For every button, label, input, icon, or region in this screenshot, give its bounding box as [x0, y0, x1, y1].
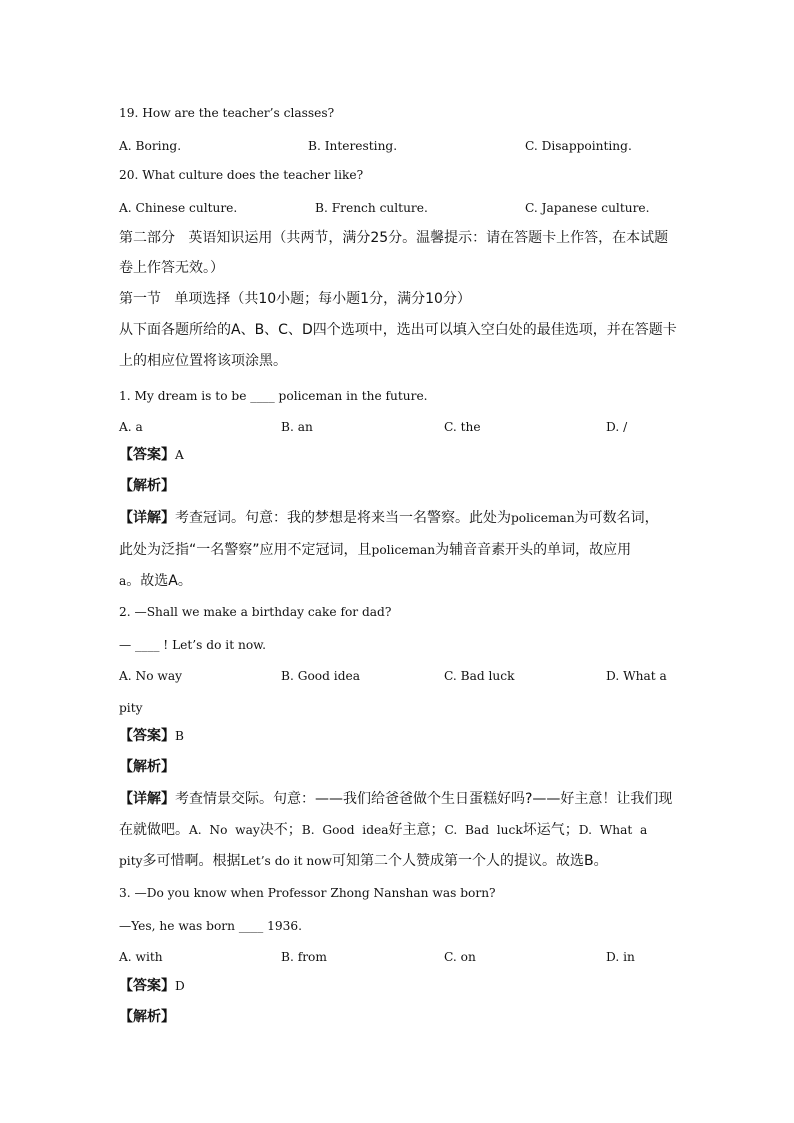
instructions: 从下面各题所给的A、B、C、D四个选项中，选出可以填入空白处的最佳选项，并在答题卡	[119, 322, 677, 338]
q1-analysis-label: 【解析】	[119, 478, 175, 494]
detail-text: C. Bad luck	[444, 823, 523, 837]
detail-text: 考查冠词。句意：我的梦想是将来当一名警察。此处为	[175, 510, 511, 526]
detail-text: a	[119, 574, 127, 588]
detail-text: 多可惜啊。根据	[142, 853, 241, 869]
q2-analysis-label: 【解析】	[119, 759, 175, 775]
q1-detail-end	[119, 571, 192, 592]
detail-text: pity	[119, 854, 143, 868]
section1-heading: 第一节 单项选择（共10小题；每小题1分，满分10分）	[119, 291, 471, 307]
detail-text: 可知第二个人赞成第一个人的提议。故选B。	[332, 853, 608, 869]
detail-text: 此处为泛指“一名警察”应用不定冠词，且	[119, 542, 372, 558]
answer-label: 【答案】	[119, 728, 175, 744]
q2-answer	[119, 726, 184, 747]
q19-option-c: C. Disappointing.	[525, 139, 632, 153]
instructions-cont: 上的相应位置将该项涂黑。	[119, 353, 287, 369]
detail-text: B. Good idea	[301, 823, 389, 837]
answer-value: D	[175, 979, 185, 993]
answer-label: 【答案】	[119, 978, 175, 994]
part2-heading: 第二部分 英语知识运用（共两节，满分25分。温馨提示：请在答题卡上作答，在本试题	[119, 230, 669, 246]
detail-text: 考查情景交际。句意：——我们给爸爸做个生日蛋糕好吗?——好主意！让我们现	[175, 791, 673, 807]
q3-option-d: D. in	[606, 950, 635, 964]
q19-option-a: A. Boring.	[119, 139, 182, 153]
q20-option-c: C. Japanese culture.	[525, 201, 650, 215]
q1-option-c: C. the	[444, 420, 481, 434]
detail-label: 【详解】	[119, 510, 175, 526]
question-20: 20. What culture does the teacher like?	[119, 168, 364, 182]
part2-heading-cont: 卷上作答无效。）	[119, 260, 224, 276]
q20-option-b: B. French culture.	[315, 201, 428, 215]
q1-detail	[119, 508, 659, 529]
detail-text: 为可数名词，	[574, 510, 659, 526]
q2-option-d: D. What a	[606, 669, 667, 683]
q2-detail	[119, 789, 672, 810]
q1-option-a: A. a	[119, 420, 143, 434]
q1-option-d: D. /	[606, 420, 628, 434]
question-2: 2. —Shall we make a birthday cake for dad?	[119, 605, 392, 619]
detail-text: 决不；	[259, 822, 302, 838]
q2-option-d-wrap: pity	[119, 701, 143, 715]
detail-label: 【详解】	[119, 791, 175, 807]
q3-analysis-label: 【解析】	[119, 1009, 175, 1025]
q2-reply: — ____ ! Let’s do it now.	[119, 638, 267, 652]
detail-text: 为辅音音素开头的单词，故应用	[435, 542, 632, 558]
question-19: 19. How are the teacher’s classes?	[119, 106, 335, 120]
detail-text: A. No way	[189, 823, 260, 837]
q2-detail-end	[119, 851, 608, 872]
q2-option-b: B. Good idea	[281, 669, 360, 683]
answer-value: B	[175, 729, 184, 743]
detail-text: policeman	[371, 543, 436, 557]
detail-text: 。故选A。	[126, 573, 192, 589]
question-1: 1. My dream is to be ____ policeman in the future.	[119, 389, 428, 403]
q2-detail-cont	[119, 820, 647, 841]
q1-detail-cont	[119, 540, 631, 561]
detail-text: policeman	[511, 511, 575, 525]
detail-text: 好主意；	[388, 822, 445, 838]
detail-text: 在就做吧。	[119, 822, 189, 838]
q2-option-a: A. No way	[119, 669, 183, 683]
detail-text: Let’s do it now	[240, 854, 332, 868]
q3-option-b: B. from	[281, 950, 327, 964]
question-3: 3. —Do you know when Professor Zhong Nanshan was born?	[119, 886, 496, 900]
q19-option-b: B. Interesting.	[308, 139, 398, 153]
q3-option-a: A. with	[119, 950, 163, 964]
q3-reply: —Yes, he was born ____ 1936.	[119, 919, 302, 933]
q1-answer	[119, 445, 184, 466]
answer-value: A	[175, 448, 184, 462]
q3-answer	[119, 976, 185, 997]
q1-option-b: B. an	[281, 420, 313, 434]
q20-option-a: A. Chinese culture.	[119, 201, 238, 215]
detail-text: 坏运气；	[522, 822, 579, 838]
detail-text: D. What a	[578, 823, 648, 837]
q2-option-c: C. Bad luck	[444, 669, 515, 683]
q3-option-c: C. on	[444, 950, 476, 964]
answer-label: 【答案】	[119, 447, 175, 463]
